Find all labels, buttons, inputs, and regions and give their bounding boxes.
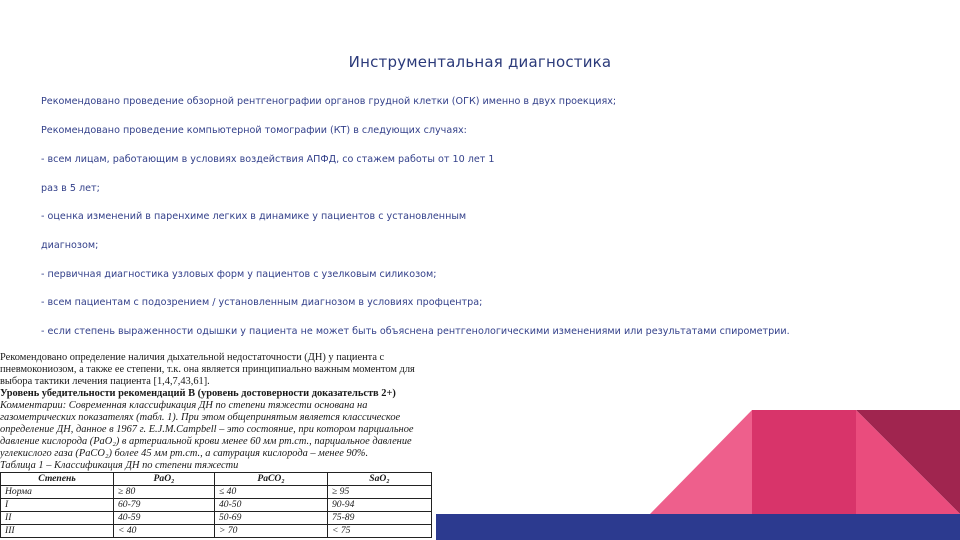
pink-rect-shape xyxy=(752,410,856,514)
bullet-item: Рекомендовано проведение компьютерной томографии (КТ) в следующих случаях: xyxy=(41,125,467,136)
table-header: PaO₂ xyxy=(114,473,215,486)
table-header: SaO₂ xyxy=(328,473,432,486)
scanned-document-excerpt xyxy=(0,350,436,540)
bullet-item: - если степень выраженности одышки у пациента не может быть объяснена рентгенологическими изменениями или результатами спирометрии. xyxy=(41,326,790,337)
bullet-item: - всем пациентам с подозрением / установленным диагнозом в условиях профцентра; xyxy=(41,297,483,308)
scan-text-line: пневмокониозом, а также ее степени, т.к. она является принципиально важным моментом для xyxy=(0,364,415,375)
slide-title: Инструментальная диагностика xyxy=(348,53,612,71)
scan-text-line: определение ДН, данное в 1967 г. E.J.M.Campbell – это состояние, при котором парциальное xyxy=(0,424,414,435)
table-header: Степень xyxy=(1,473,114,486)
table-cell: > 70 xyxy=(215,525,328,538)
scan-text-line: давление кислорода (PaO₂) в артериальной крови менее 60 мм рт.ст., парциальное давление xyxy=(0,436,412,447)
table-header: PaCO₂ xyxy=(215,473,328,486)
scan-text-line: выбора тактики лечения пациента [1,4,7,43,61]. xyxy=(0,376,210,387)
table-row xyxy=(1,486,432,499)
bullet-item: Рекомендовано проведение обзорной рентгенографии органов грудной клетки (ОГК) именно в двух проекциях; xyxy=(41,96,617,107)
bullet-item: - оценка изменений в паренхиме легких в динамике у пациентов с установленным xyxy=(41,211,467,222)
table-cell: 50-69 xyxy=(215,512,328,525)
table-cell: 40-50 xyxy=(215,499,328,512)
navy-band-shape xyxy=(436,514,960,540)
bullet-item: диагнозом; xyxy=(41,240,99,251)
scan-table-caption: Таблица 1 – Классификация ДН по степени тяжести xyxy=(0,460,239,471)
table-header-row xyxy=(1,473,432,486)
bullet-item: - всем лицам, работающим в условиях воздействия АПФД, со стажем работы от 10 лет 1 xyxy=(41,154,495,165)
table-cell: ≥ 80 xyxy=(114,486,215,499)
table-cell: III xyxy=(1,525,114,538)
scan-text-line: углекислого газа (PaCO₂) более 45 мм рт.ст., а сатурация кислорода – менее 90%. xyxy=(0,448,369,459)
pink-triangle-shape xyxy=(650,410,752,514)
severity-table xyxy=(0,472,432,538)
table-cell: ≥ 95 xyxy=(328,486,432,499)
table-row xyxy=(1,525,432,538)
table-cell: 75-89 xyxy=(328,512,432,525)
bullet-item: раз в 5 лет; xyxy=(41,183,100,194)
scan-text-line: Комментарии: Современная классификация ДН по степени тяжести основана на xyxy=(0,400,368,411)
scan-text-line: Рекомендовано определение наличия дыхательной недостаточности (ДН) у пациента с xyxy=(0,352,385,363)
scan-text-line: Уровень убедительности рекомендаций В (уровень достоверности доказательств 2+) xyxy=(0,388,396,399)
table-cell: < 75 xyxy=(328,525,432,538)
table-cell: ≤ 40 xyxy=(215,486,328,499)
bullet-item: - первичная диагностика узловых форм у пациентов с узелковым силикозом; xyxy=(41,269,437,280)
table-row xyxy=(1,499,432,512)
scan-text-line: газометрических показателях (табл. 1). При этом общепринятым является классическое xyxy=(0,412,401,423)
table-cell: 40-59 xyxy=(114,512,215,525)
table-cell: I xyxy=(1,499,114,512)
table-cell: Норма xyxy=(1,486,114,499)
table-cell: II xyxy=(1,512,114,525)
table-row xyxy=(1,512,432,525)
table-cell: 90-94 xyxy=(328,499,432,512)
table-cell: < 40 xyxy=(114,525,215,538)
table-cell: 60-79 xyxy=(114,499,215,512)
